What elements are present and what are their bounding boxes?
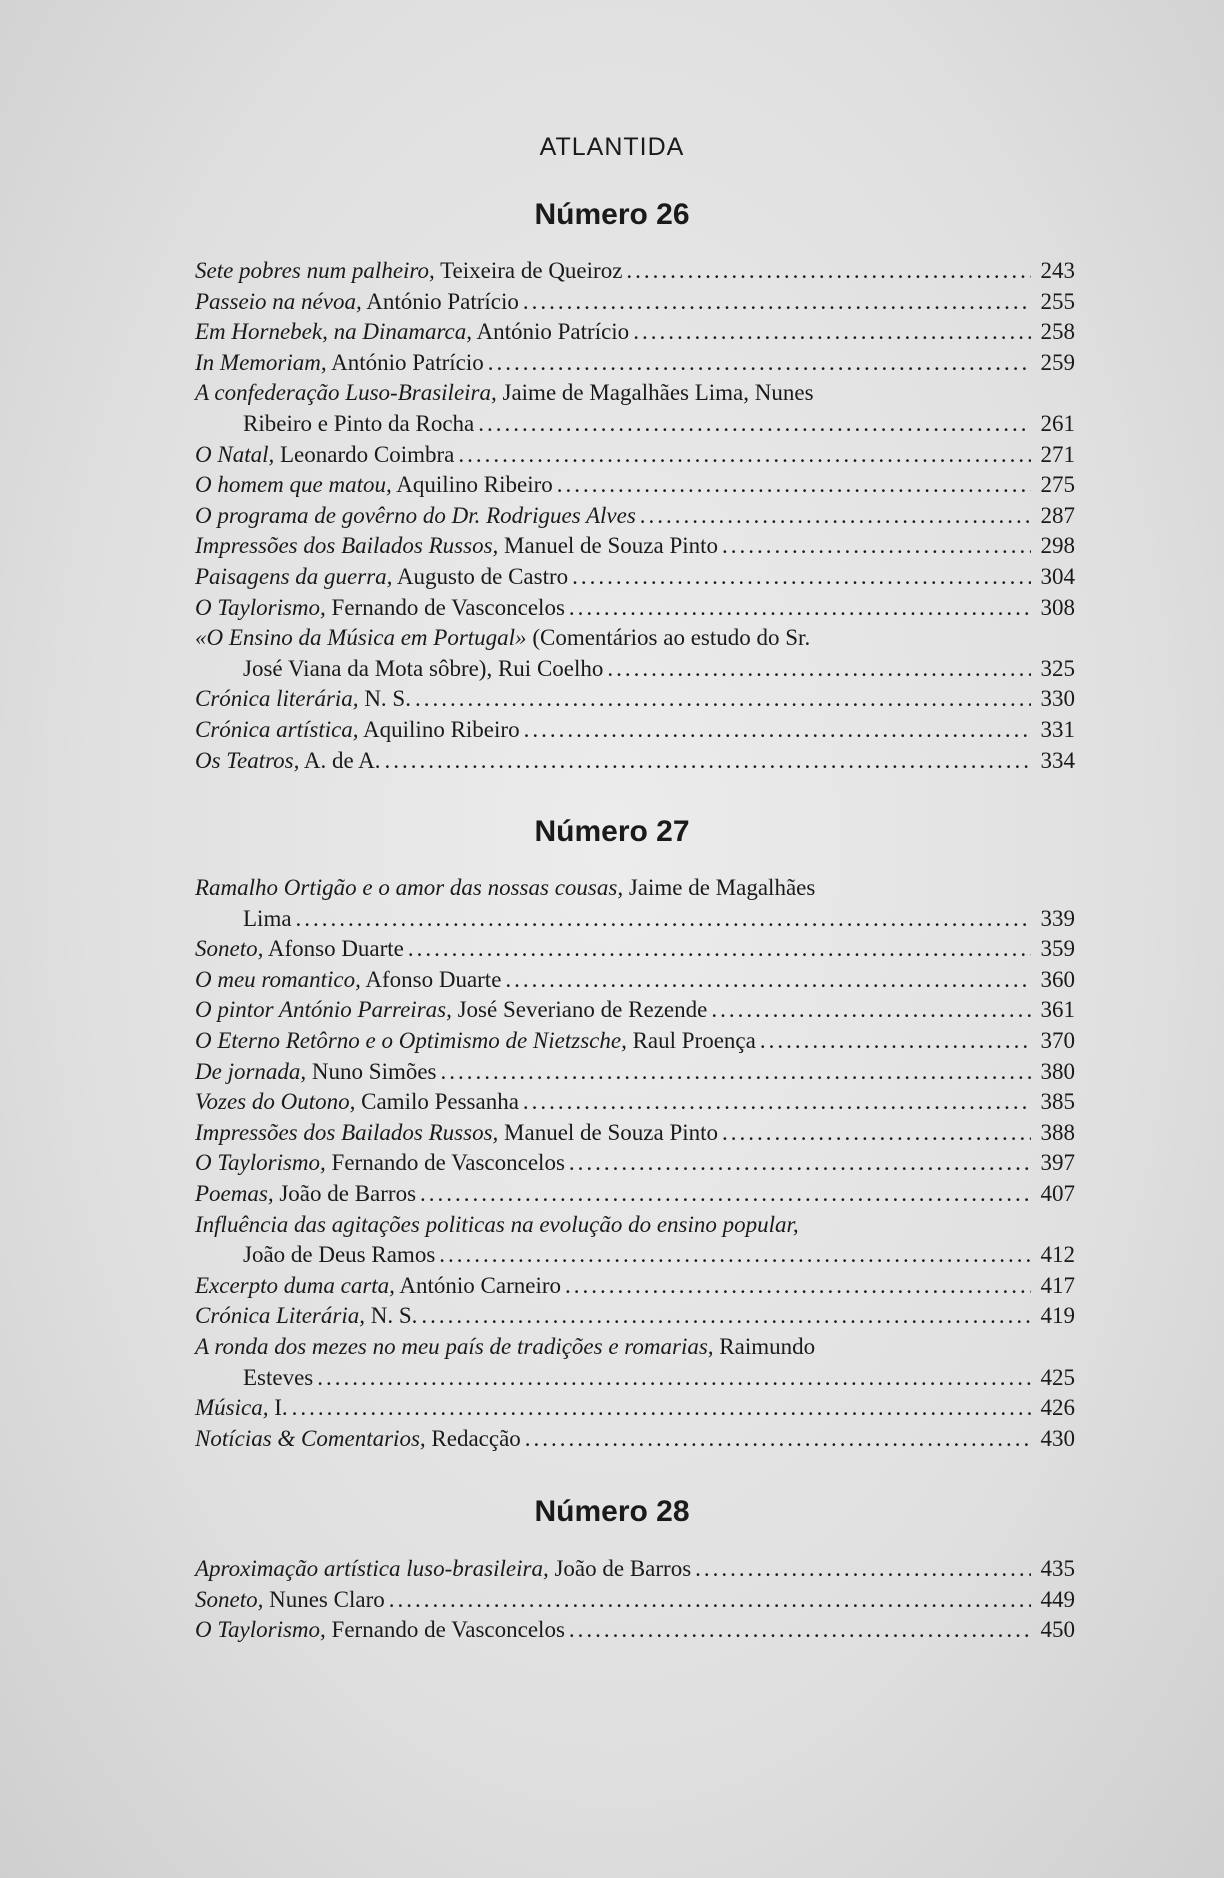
- toc-entry-text: [195, 317, 629, 348]
- toc-entry-text: [195, 1087, 519, 1118]
- toc-entry-author: António Carneiro: [399, 1272, 562, 1298]
- toc-entry-text: [195, 348, 484, 379]
- toc-entry-page: 359: [1040, 936, 1075, 962]
- toc-entry-page: 419: [1040, 1303, 1075, 1329]
- toc-entry-line: [195, 256, 1075, 287]
- toc-entry-author: (Comentários ao estudo do Sr.: [532, 625, 811, 651]
- toc-entry-author: N. S.: [364, 686, 411, 712]
- toc-entry-text: [195, 1057, 437, 1088]
- toc-entry: [195, 1179, 1075, 1210]
- toc-entry-title: O homem que matou,: [195, 472, 392, 498]
- toc-entry-author: A. de A.: [303, 747, 381, 773]
- section-title-27: Número 27: [534, 815, 690, 848]
- toc-entry-text: [195, 1424, 521, 1455]
- toc-entry-page: 361: [1040, 997, 1075, 1023]
- toc-entry-title: «O Ensino da Música em Portugal»: [195, 625, 527, 651]
- toc-entry-line: [195, 1301, 1075, 1332]
- toc-entry-title: Vozes do Outono,: [195, 1089, 356, 1115]
- toc-entry: [195, 934, 1075, 965]
- dot-leader: [557, 470, 1031, 501]
- toc-entry-title: O Natal,: [195, 441, 275, 467]
- toc-entry-author: I.: [274, 1395, 288, 1421]
- toc-entry: [195, 562, 1075, 593]
- toc-entry-title: Ramalho Ortigão e o amor das nossas cousas,: [195, 875, 624, 900]
- dot-leader: [439, 1240, 1031, 1271]
- toc-entry-text: [195, 1179, 416, 1210]
- toc-entry-title: Impressões dos Bailados Russos,: [195, 533, 499, 559]
- toc-entry-text: [195, 934, 404, 965]
- toc-entry-text: [195, 746, 381, 777]
- section-28-entries: [195, 1554, 1075, 1646]
- toc-entry-author: Manuel de Souza Pinto: [504, 1119, 719, 1145]
- toc-entry-line: [195, 1179, 1075, 1210]
- toc-entry-title: O meu romantico,: [195, 966, 361, 992]
- toc-entry-title: In Memoriam,: [195, 349, 327, 375]
- toc-entry: [195, 1554, 1075, 1585]
- dot-leader: [722, 531, 1031, 562]
- toc-entry-text: [195, 1148, 565, 1179]
- toc-entry-title: Sete pobres num palheiro,: [195, 258, 435, 283]
- toc-entry-page: 450: [1040, 1617, 1075, 1643]
- toc-entry: [195, 348, 1075, 379]
- toc-entry-line: [195, 1615, 1075, 1646]
- toc-entry-text: [195, 1026, 756, 1057]
- dot-leader: [408, 934, 1031, 965]
- dot-leader: [711, 995, 1031, 1026]
- toc-entry-author: Redacção: [431, 1425, 521, 1451]
- toc-entry-continuation: [195, 1240, 1075, 1271]
- toc-entry-text: [195, 287, 519, 318]
- dot-leader: [524, 715, 1031, 746]
- toc-entry-title: O Eterno Retôrno e o Optimismo de Nietzsche,: [195, 1027, 627, 1053]
- toc-entry-title: Excerpto duma carta,: [195, 1272, 395, 1298]
- toc-entry-line: [195, 684, 1075, 715]
- toc-entry: [195, 684, 1075, 715]
- toc-entry-text: [195, 684, 411, 715]
- toc-entry: [195, 995, 1075, 1026]
- toc-entry-text: [195, 623, 810, 654]
- toc-entry-page: 275: [1040, 472, 1075, 498]
- toc-entry-line: [195, 470, 1075, 501]
- toc-entry: [195, 1057, 1075, 1088]
- toc-entry-author: Teixeira de Queiroz: [440, 258, 623, 283]
- dot-leader: [415, 684, 1031, 715]
- toc-entry-title: Crónica literária,: [195, 686, 359, 712]
- toc-entry-line: [195, 562, 1075, 593]
- dot-leader: [420, 1179, 1031, 1210]
- toc-entry: [195, 256, 1075, 287]
- toc-entry-title: De jornada,: [195, 1058, 307, 1084]
- toc-entry-page: 435: [1040, 1556, 1075, 1581]
- toc-entry: [195, 1271, 1075, 1302]
- toc-entry-page: 308: [1040, 594, 1075, 620]
- toc-entry: [195, 873, 1075, 934]
- toc-entry-continuation: [195, 1363, 1075, 1394]
- toc-entry-page: 325: [1040, 655, 1075, 681]
- toc-entry-title: O Taylorismo,: [195, 594, 326, 620]
- toc-entry: [195, 440, 1075, 471]
- toc-entry-page: 412: [1040, 1242, 1075, 1268]
- toc-entry-line: [195, 1148, 1075, 1179]
- toc-entry-text: [195, 965, 501, 996]
- toc-entry-title: Paisagens da guerra,: [195, 563, 393, 589]
- toc-entry-title: Soneto,: [195, 936, 264, 962]
- toc-entry: [195, 1301, 1075, 1332]
- toc-entry-author: Aquilino Ribeiro: [363, 716, 520, 742]
- section-27-entries: [195, 873, 1075, 1454]
- dot-leader: [523, 287, 1031, 318]
- dot-leader: [458, 440, 1031, 471]
- dot-leader: [569, 1615, 1031, 1646]
- toc-entry-page: 255: [1040, 288, 1075, 314]
- toc-entry-author-cont: Esteves: [243, 1364, 314, 1390]
- toc-entry-title: O programa de govêrno do Dr. Rodrigues Alves: [195, 502, 636, 528]
- toc-entry-line: [195, 934, 1075, 965]
- toc-entry-text: [195, 593, 565, 624]
- toc-entry-page: 339: [1040, 905, 1075, 931]
- toc-entry-author: António Patrício: [476, 319, 630, 345]
- toc-entry-author: Fernando de Vasconcelos: [331, 1150, 565, 1176]
- toc-entry-text: [195, 378, 814, 409]
- toc-entry-line: [195, 348, 1075, 379]
- toc-entry-author: António Patrício: [331, 349, 484, 375]
- toc-entry: [195, 317, 1075, 348]
- toc-entry: [195, 287, 1075, 318]
- toc-entry-author: Nunes Claro: [269, 1586, 385, 1612]
- toc-entry-line: [195, 623, 1075, 654]
- toc-entry-line: [195, 440, 1075, 471]
- dot-leader: [633, 317, 1031, 348]
- toc-entry-title: Influência das agitações politicas na evolução do ensino popular,: [195, 1211, 799, 1237]
- toc-entry-page: 417: [1040, 1272, 1075, 1298]
- toc-entry-page: 331: [1040, 716, 1075, 742]
- toc-entry-title: Em Hornebek, na Dinamarca,: [195, 319, 473, 345]
- toc-entry-continuation: [195, 654, 1075, 685]
- toc-entry-line: [195, 1585, 1075, 1616]
- dot-leader: [478, 409, 1031, 440]
- dot-leader: [722, 1118, 1031, 1149]
- toc-entry-line: [195, 1271, 1075, 1302]
- toc-entry-author: Afonso Duarte: [267, 936, 404, 962]
- toc-entry-page: 258: [1040, 319, 1075, 345]
- toc-entry-author: João de Barros: [279, 1180, 417, 1206]
- toc-entry-text: [195, 1615, 565, 1646]
- toc-entry-line: [195, 593, 1075, 624]
- toc-entry: [195, 623, 1075, 684]
- dot-leader: [505, 965, 1031, 996]
- toc-entry-text: [195, 440, 454, 471]
- toc-entry-title: O Taylorismo,: [195, 1150, 326, 1176]
- toc-entry-title: A confederação Luso-Brasileira,: [195, 380, 497, 406]
- toc-entry: [195, 1026, 1075, 1057]
- toc-entry-author: João de Barros: [554, 1556, 692, 1581]
- dot-leader: [441, 1057, 1031, 1088]
- toc-entry-page: 259: [1040, 349, 1075, 375]
- toc-entry-author-cont: Ribeiro e Pinto da Rocha: [243, 410, 475, 436]
- toc-entry: [195, 531, 1075, 562]
- toc-entry-line: [195, 501, 1075, 532]
- toc-entry-author: Fernando de Vasconcelos: [331, 594, 565, 620]
- dot-leader: [626, 256, 1031, 287]
- toc-entry-page: 425: [1040, 1364, 1075, 1390]
- dot-leader: [760, 1026, 1031, 1057]
- toc-entry-text: [195, 1332, 815, 1363]
- toc-entry-text: [195, 1393, 288, 1424]
- toc-entry-line: [195, 1087, 1075, 1118]
- toc-entry-line: [195, 1424, 1075, 1455]
- toc-entry-line: [195, 873, 1075, 904]
- toc-entry: [195, 1393, 1075, 1424]
- dot-leader: [572, 562, 1031, 593]
- toc-entry-page: 271: [1040, 441, 1075, 467]
- toc-entry-text: [195, 256, 622, 287]
- toc-entry-author: Fernando de Vasconcelos: [331, 1617, 565, 1643]
- toc-entry-author: Nuno Simões: [311, 1058, 437, 1084]
- toc-entry-title: Passeio na névoa,: [195, 288, 362, 314]
- toc-entry-page: 304: [1040, 563, 1075, 589]
- toc-entry-author: Manuel de Souza Pinto: [504, 533, 719, 559]
- toc-entry-author: Raimundo: [719, 1333, 816, 1359]
- toc-entry-title: Impressões dos Bailados Russos,: [195, 1119, 499, 1145]
- toc-entry-line: [195, 1393, 1075, 1424]
- toc-entry: [195, 746, 1075, 777]
- toc-entry-title: A ronda dos mezes no meu país de tradições e romarias,: [195, 1333, 714, 1359]
- toc-entry-title: Aproximação artística luso-brasileira,: [195, 1556, 549, 1581]
- toc-entry-page: 388: [1040, 1119, 1075, 1145]
- section-title-26: Número 26: [534, 198, 690, 231]
- toc-entry-page: 426: [1040, 1395, 1075, 1421]
- section-title-28: Número 28: [534, 1495, 690, 1528]
- toc-entry-author-cont: José Viana da Mota sôbre), Rui Coelho: [243, 655, 604, 681]
- toc-entry-title: O Taylorismo,: [195, 1617, 326, 1643]
- toc-entry-page: 261: [1040, 410, 1075, 436]
- toc-entry-line: [195, 1210, 1075, 1241]
- toc-entry-text: [195, 531, 718, 562]
- toc-entry-author: António Patrício: [366, 288, 519, 314]
- toc-entry-author: Augusto de Castro: [396, 563, 569, 589]
- dot-leader: [640, 501, 1031, 532]
- toc-entry-page: 360: [1040, 966, 1075, 992]
- toc-entry-line: [195, 378, 1075, 409]
- toc-entry-author: Aquilino Ribeiro: [396, 472, 553, 498]
- running-header: ATLANTIDA: [539, 133, 685, 161]
- dot-leader: [317, 1363, 1031, 1394]
- toc-entry-line: [195, 287, 1075, 318]
- toc-entry-text: [195, 501, 636, 532]
- toc-entry-text: [195, 1118, 718, 1149]
- toc-entry-line: [195, 746, 1075, 777]
- toc-entry-title: Soneto,: [195, 1586, 264, 1612]
- toc-entry-author: Camilo Pessanha: [361, 1089, 519, 1115]
- dot-leader: [389, 1585, 1031, 1616]
- section-26-entries: [195, 256, 1075, 776]
- toc-entry-page: 243: [1040, 258, 1075, 283]
- toc-entry-line: [195, 1554, 1075, 1585]
- toc-entry-author: Jaime de Magalhães: [628, 875, 816, 900]
- dot-leader: [565, 1271, 1031, 1302]
- toc-entry-title: Crónica artística,: [195, 716, 359, 742]
- dot-leader: [569, 1148, 1031, 1179]
- toc-entry: [195, 1424, 1075, 1455]
- toc-entry: [195, 1332, 1075, 1393]
- toc-entry-title: Poemas,: [195, 1180, 274, 1206]
- toc-entry-title: Notícias & Comentarios,: [195, 1425, 426, 1451]
- toc-entry-page: 298: [1040, 533, 1075, 559]
- toc-entry: [195, 1585, 1075, 1616]
- toc-entry-author: José Severiano de Rezende: [457, 997, 708, 1023]
- toc-entry-line: [195, 1118, 1075, 1149]
- toc-entry-text: [195, 1554, 691, 1585]
- toc-entry-text: [195, 873, 815, 904]
- dot-leader: [421, 1301, 1031, 1332]
- toc-entry: [195, 501, 1075, 532]
- toc-entry: [195, 1148, 1075, 1179]
- toc-entry: [195, 1087, 1075, 1118]
- toc-entry-page: 370: [1040, 1027, 1075, 1053]
- toc-entry: [195, 1615, 1075, 1646]
- toc-entry-continuation: [195, 409, 1075, 440]
- toc-entry: [195, 593, 1075, 624]
- dot-leader: [523, 1087, 1031, 1118]
- toc-entry-line: [195, 1057, 1075, 1088]
- toc-entry-line: [195, 995, 1075, 1026]
- toc-entry-line: [195, 531, 1075, 562]
- dot-leader: [292, 1393, 1031, 1424]
- toc-entry-text: [195, 470, 553, 501]
- toc-entry-author: Raul Proença: [632, 1027, 756, 1053]
- toc-entry-author: Afonso Duarte: [365, 966, 502, 992]
- toc-entry-page: 449: [1040, 1586, 1075, 1612]
- dot-leader: [296, 904, 1031, 935]
- toc-entry-text: [195, 995, 707, 1026]
- toc-entry-page: 330: [1040, 686, 1075, 712]
- toc-entry: [195, 965, 1075, 996]
- toc-entry-page: 334: [1040, 747, 1075, 773]
- toc-entry-line: [195, 1332, 1075, 1363]
- toc-entry-author: Leonardo Coimbra: [279, 441, 455, 467]
- toc-entry-author: Jaime de Magalhães Lima, Nunes: [502, 380, 814, 406]
- toc-entry-text: [195, 1585, 385, 1616]
- dot-leader: [569, 593, 1031, 624]
- toc-entry-page: 407: [1040, 1180, 1075, 1206]
- toc-entry-text: [195, 1210, 799, 1241]
- toc-entry-line: [195, 965, 1075, 996]
- toc-entry-line: [195, 317, 1075, 348]
- dot-leader: [607, 654, 1031, 685]
- toc-entry-author-cont: Lima: [243, 905, 292, 931]
- toc-entry-title: O pintor António Parreiras,: [195, 997, 452, 1023]
- toc-entry-author-cont: João de Deus Ramos: [243, 1242, 436, 1268]
- toc-entry-continuation: [195, 904, 1075, 935]
- toc-entry-text: [195, 562, 568, 593]
- toc-entry-text: [195, 1301, 417, 1332]
- toc-entry: [195, 470, 1075, 501]
- toc-entry-page: 430: [1040, 1425, 1075, 1451]
- dot-leader: [488, 348, 1031, 379]
- toc-entry-page: 385: [1040, 1089, 1075, 1115]
- toc-entry-line: [195, 1026, 1075, 1057]
- toc-entry-page: 397: [1040, 1150, 1075, 1176]
- dot-leader: [695, 1554, 1031, 1585]
- dot-leader: [525, 1424, 1031, 1455]
- toc-entry: [195, 378, 1075, 439]
- dot-leader: [385, 746, 1031, 777]
- toc-entry-text: [195, 715, 520, 746]
- toc-entry-page: 380: [1040, 1058, 1075, 1084]
- toc-entry: [195, 715, 1075, 746]
- toc-entry-title: Crónica Literária,: [195, 1303, 365, 1329]
- toc-entry-line: [195, 715, 1075, 746]
- toc-entry-page: 287: [1040, 502, 1075, 528]
- toc-entry: [195, 1210, 1075, 1271]
- toc-entry-title: Os Teatros,: [195, 747, 300, 773]
- toc-entry-text: [195, 1271, 561, 1302]
- toc-entry-title: Música,: [195, 1395, 269, 1421]
- toc-entry-author: N. S.: [370, 1303, 418, 1329]
- toc-entry: [195, 1118, 1075, 1149]
